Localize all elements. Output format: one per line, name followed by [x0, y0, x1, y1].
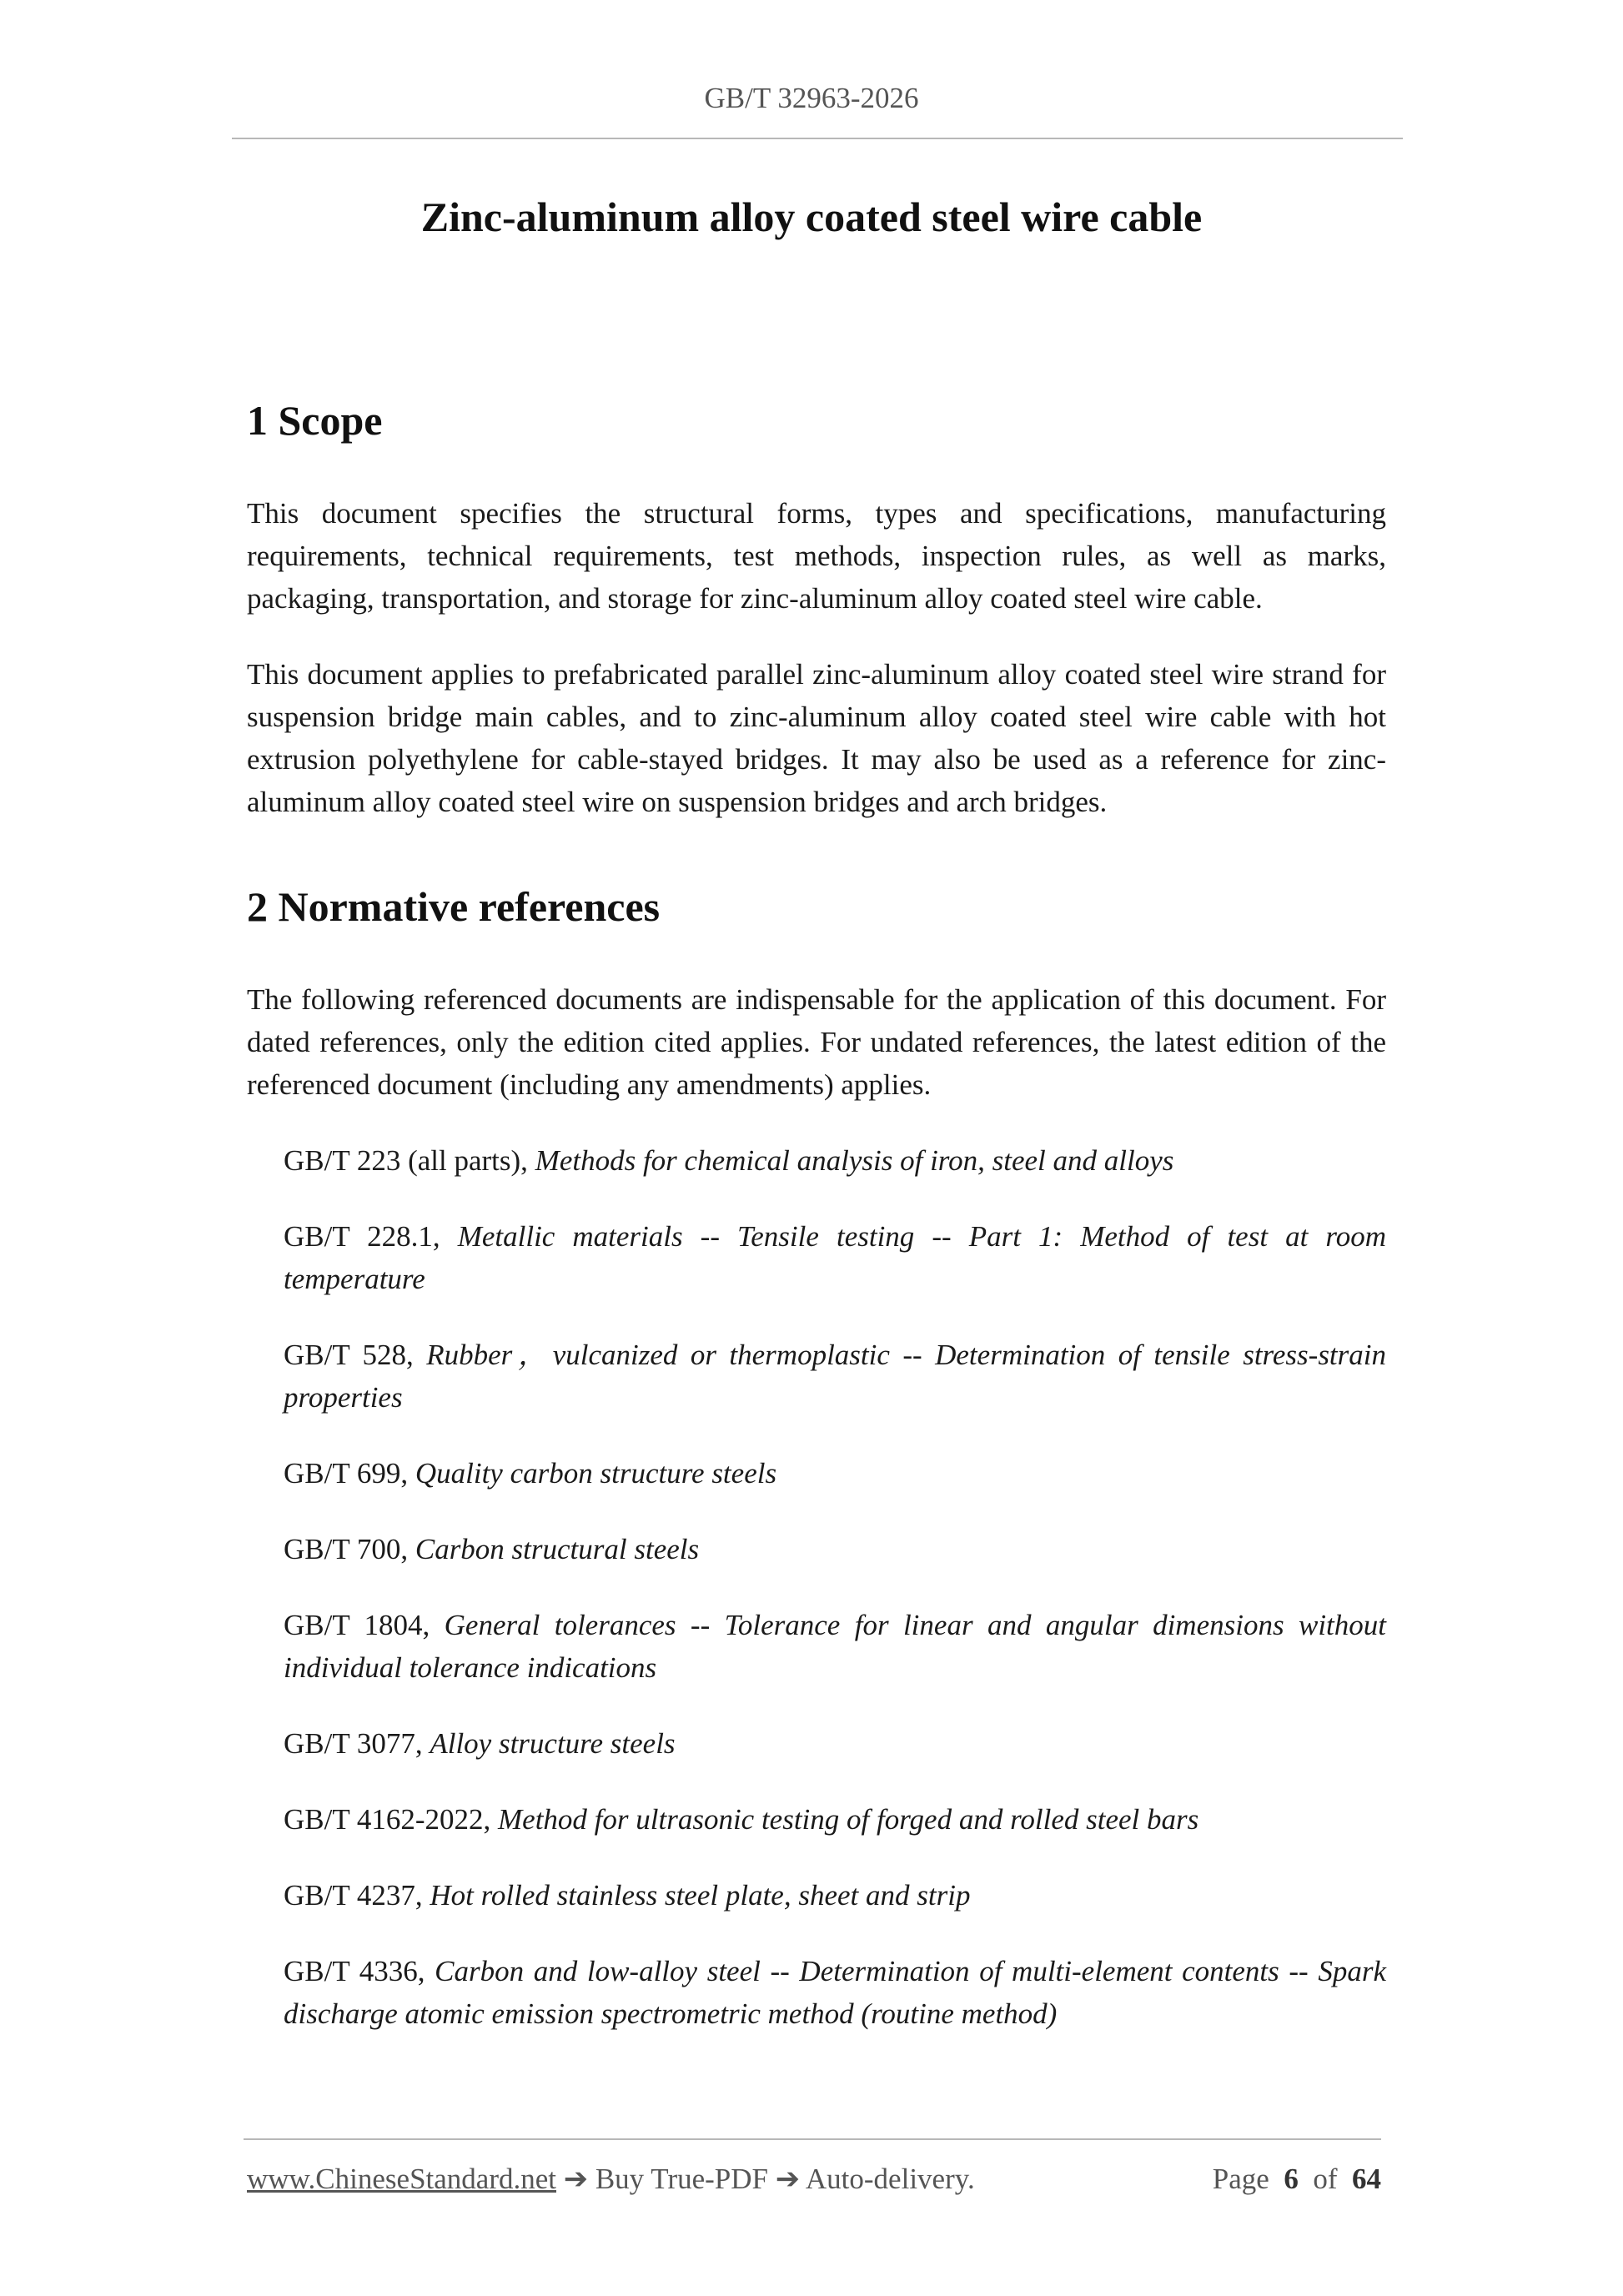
scope-paragraph-2: This document applies to prefabricated parallel zinc-aluminum alloy coated steel wire strand for suspension bridge main cables, and to zinc-aluminum alloy coated steel wire cable with hot extrusion polyethylene for cable-stayed bridges. It may also be used as a reference for zinc-aluminum alloy coated steel wire on suspension bridges and arch bridges. [247, 658, 1386, 818]
arrow-right-icon: ➔ [775, 2163, 801, 2195]
page-footer [247, 2160, 1381, 2198]
document-title: Zinc-aluminum alloy coated steel wire cable [420, 193, 1203, 240]
footer-promo [247, 2160, 975, 2198]
page-current: 6 [1284, 2163, 1299, 2195]
reference-code: GB/T 3077, [284, 1727, 430, 1760]
reference-item [284, 1215, 1386, 1300]
page-label: Page [1212, 2163, 1269, 2195]
auto-delivery-text: Auto-delivery. [805, 2163, 975, 2195]
section-heading-scope: 1 Scope [247, 397, 383, 444]
footer-divider [244, 2138, 1381, 2140]
normative-intro-paragraph: The following referenced documents are indispensable for the application of this document. For dated references, only the edition cited applies. For undated references, the latest edition of the referenced document (including any amendments) applies. [247, 983, 1386, 1101]
reference-code: GB/T 1804, [284, 1609, 445, 1641]
reference-item [284, 1334, 1386, 1419]
reference-item [284, 1452, 1386, 1495]
reference-title: Alloy structure steels [430, 1727, 676, 1760]
reference-code: GB/T 699, [284, 1457, 415, 1490]
reference-title: Rubber，vulcanized or thermoplastic -- Determination of tensile stress-strain properties [284, 1339, 1387, 1414]
reference-title: Carbon structural steels [415, 1533, 700, 1565]
reference-title: Quality carbon structure steels [415, 1457, 777, 1490]
reference-code: GB/T 4237, [284, 1879, 430, 1912]
reference-title: Method for ultrasonic testing of forged and rolled steel bars [498, 1803, 1199, 1836]
reference-title: Metallic materials -- Tensile testing -- Part 1: Method of test at room temperature [284, 1220, 1386, 1295]
page-of-label: of [1313, 2163, 1338, 2195]
reference-item [284, 1722, 1386, 1765]
scope-paragraph-1: This document specifies the structural forms, types and specifications, manufacturing requirements, technical requirements, test methods, inspection rules, as well as marks, packaging, transportation, and storage for zinc-aluminum alloy coated steel wire cable. [247, 497, 1386, 615]
buy-pdf-text: Buy True-PDF [595, 2163, 768, 2195]
arrow-right-icon: ➔ [563, 2163, 589, 2195]
reference-title: Methods for chemical analysis of iron, steel and alloys [535, 1144, 1174, 1177]
site-link[interactable]: www.ChineseStandard.net [247, 2163, 556, 2195]
header-divider [232, 138, 1403, 139]
section-heading-normative-references: 2 Normative references [247, 883, 661, 930]
reference-item [284, 1874, 1386, 1917]
reference-code: GB/T 228.1, [284, 1220, 458, 1253]
reference-title: General tolerances -- Tolerance for linear and angular dimensions without individual tolerance indications [284, 1609, 1386, 1684]
reference-code: GB/T 223 (all parts), [284, 1144, 535, 1177]
reference-title: Hot rolled stainless steel plate, sheet and strip [430, 1879, 971, 1912]
reference-list [247, 1139, 1386, 2035]
reference-code: GB/T 700, [284, 1533, 415, 1565]
reference-code: GB/T 4162-2022, [284, 1803, 498, 1836]
reference-item [284, 1139, 1386, 1182]
page-number [1213, 2160, 1381, 2198]
reference-item [284, 1604, 1386, 1689]
reference-code: GB/T 528, [284, 1339, 427, 1371]
reference-title: Carbon and low-alloy steel -- Determination of multi-element contents -- Spark discharge atomic emission spectrometric method (routine method) [284, 1955, 1386, 2030]
page-total: 64 [1352, 2163, 1381, 2195]
document-body [247, 394, 1386, 2035]
reference-item [284, 1798, 1386, 1841]
reference-item [284, 1528, 1386, 1570]
reference-code: GB/T 4336, [284, 1955, 435, 1987]
reference-item [284, 1950, 1386, 2035]
header-standard-code: GB/T 32963-2026 [704, 82, 919, 114]
